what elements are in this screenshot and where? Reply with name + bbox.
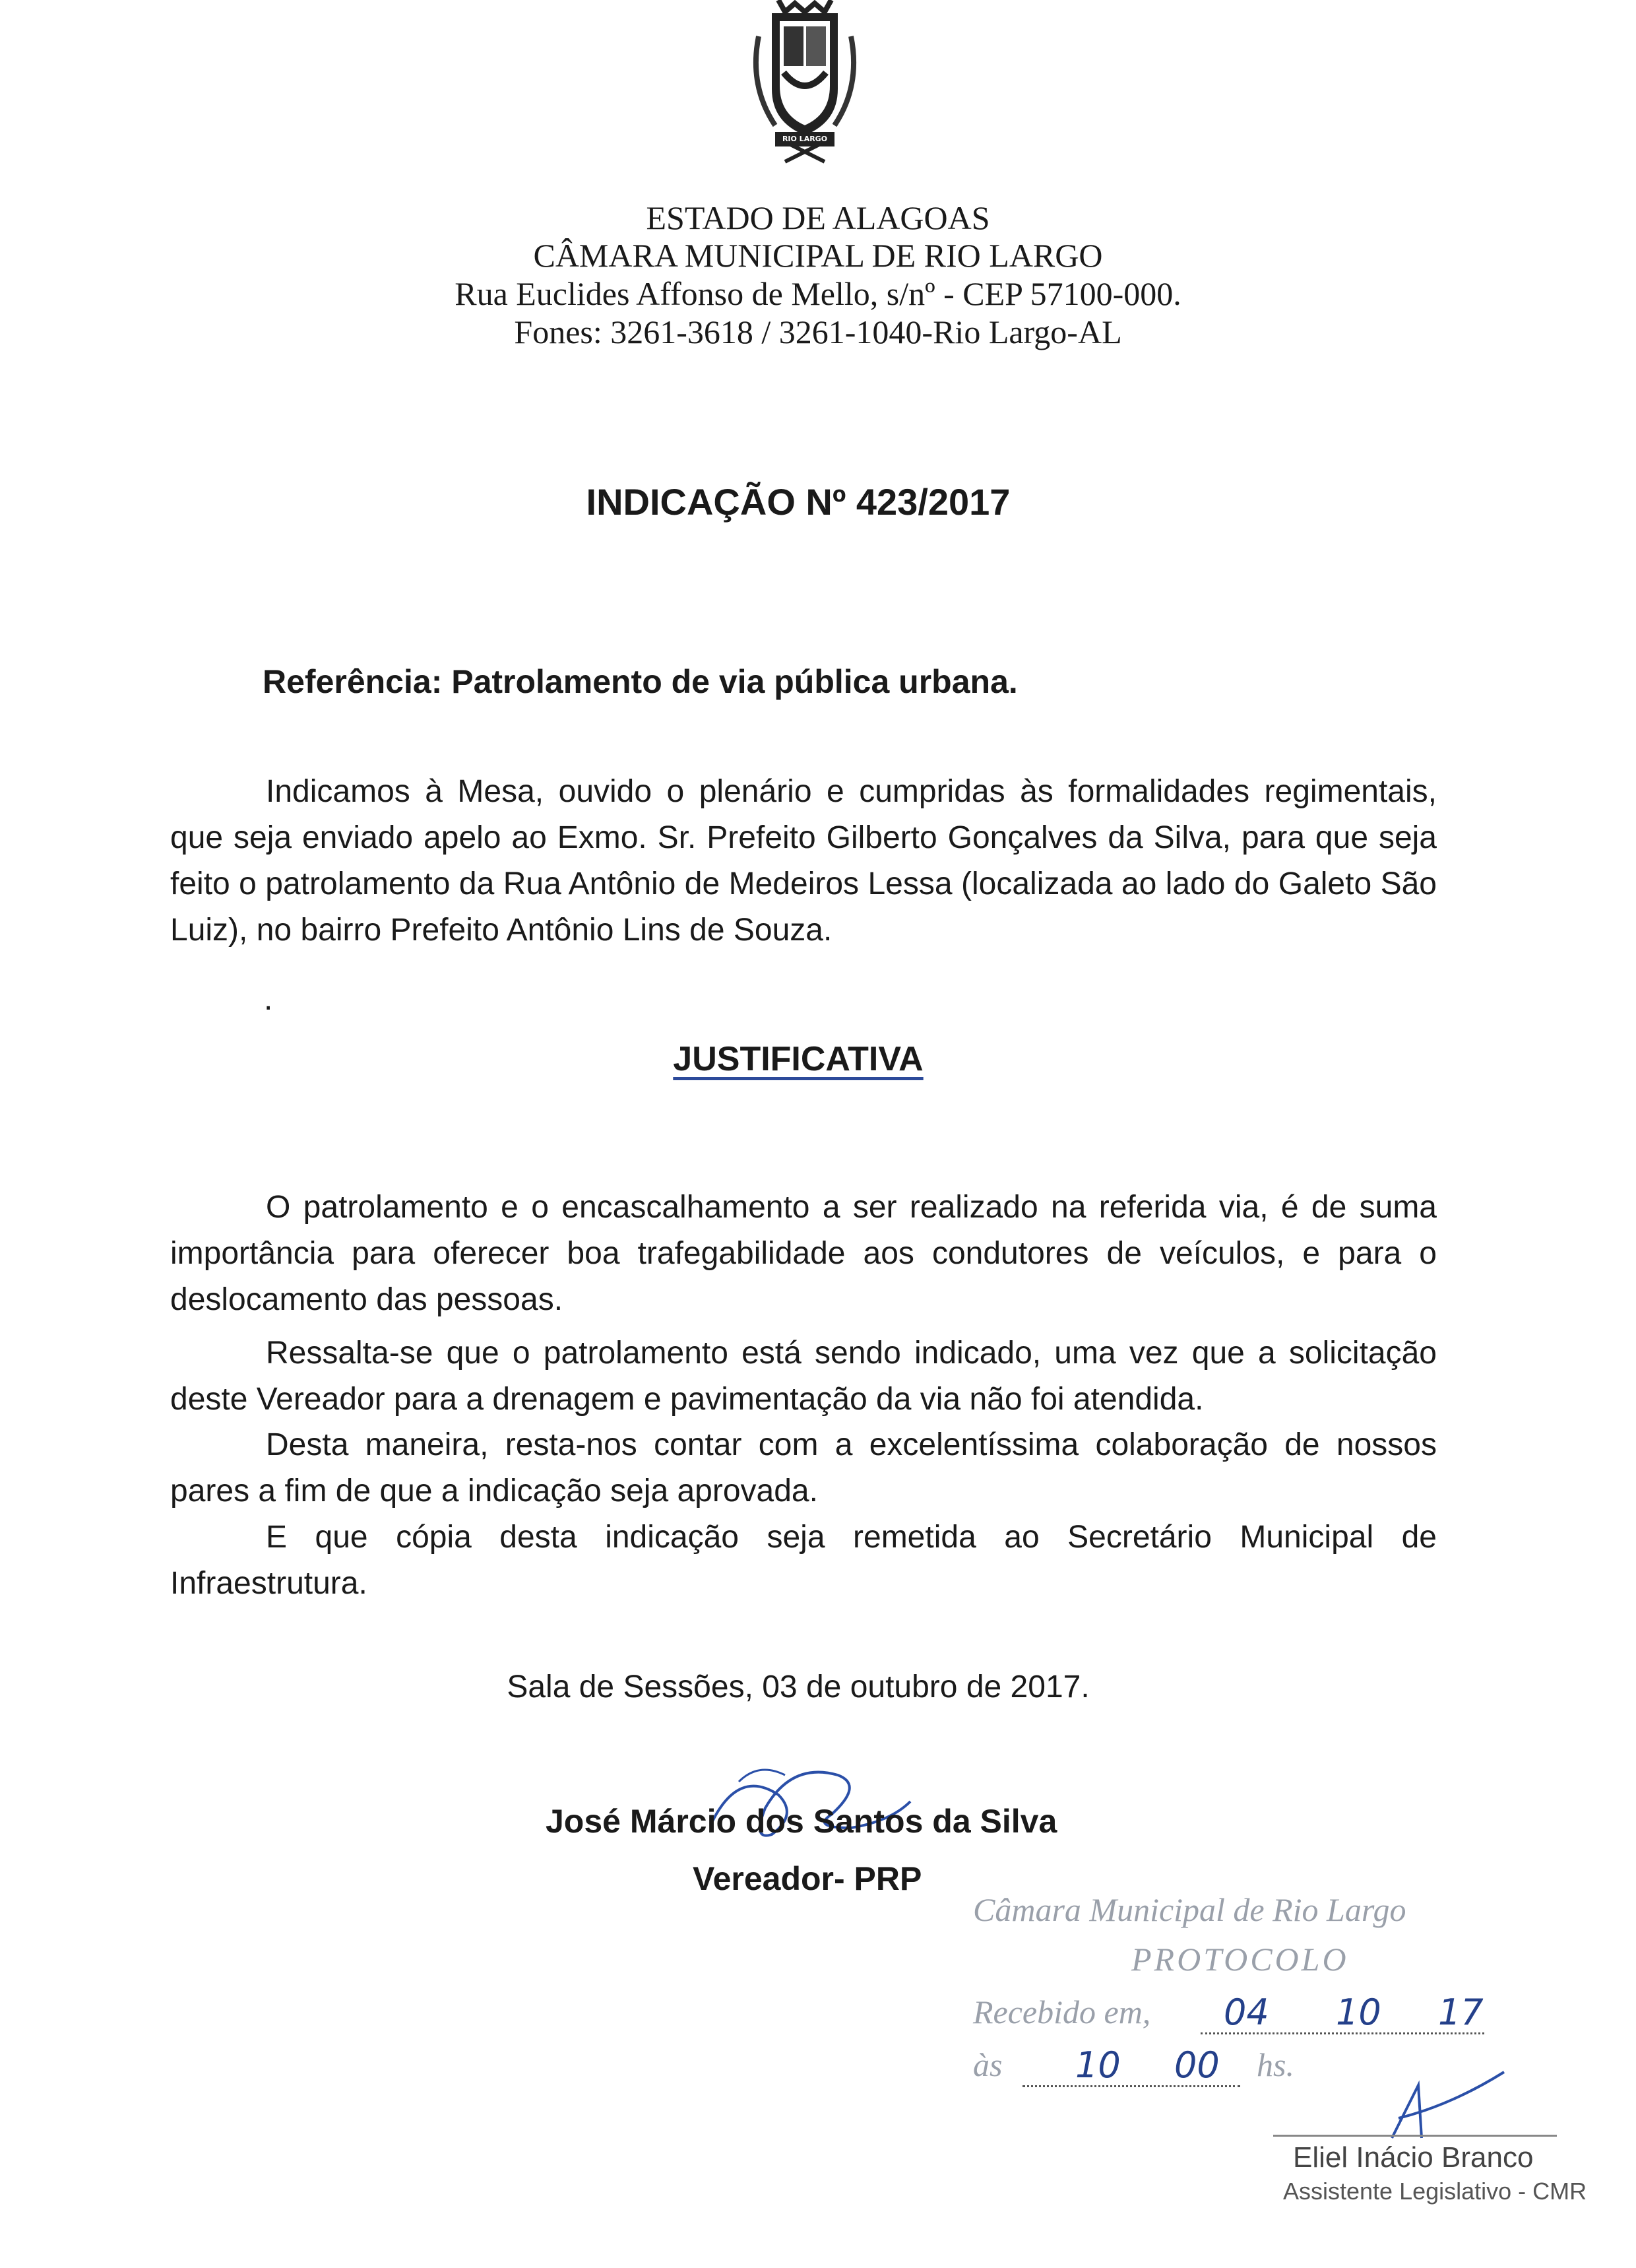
justification-paragraph: E que cópia desta indicação seja remetida ao Secretário Municipal de Infraestrutura. xyxy=(170,1520,1437,1601)
stamp-date-day: 04 xyxy=(1224,1992,1269,2033)
officer-role: Assistente Legislativo - CMR xyxy=(1283,2178,1587,2205)
stamp-received-label: Recebido em, xyxy=(973,1993,1151,2030)
stamp-time-suffix: hs. xyxy=(1257,2046,1294,2083)
document-title: INDICAÇÃO Nº 423/2017 xyxy=(586,481,1011,523)
signer-role: Vereador- PRP xyxy=(693,1860,922,1897)
stamp-date-underline xyxy=(1201,2032,1484,2034)
justification-paragraph: Ressalta-se que o patrolamento está sendo indicado, uma vez que a solicitação deste Vereador para a drenagem e pavimentação da via não foi atendida. xyxy=(170,1336,1437,1417)
justification-paragraph: Desta maneira, resta-nos contar com a excelentíssima colaboração de nossos pares a fim de que a indicação seja aprovada. xyxy=(170,1427,1437,1508)
stamp-time-underline xyxy=(1022,2085,1240,2087)
justification-paragraph: O patrolamento e o encascalhamento a ser realizado na referida via, é de suma importância para oferecer boa trafegabilidade aos condutores de veículos, e para o deslocamento das pessoas. xyxy=(170,1190,1437,1317)
header-address: Rua Euclides Affonso de Mello, s/nº - CEP 57100-000. xyxy=(455,275,1181,312)
intro-paragraph: Indicamos à Mesa, ouvido o plenário e cumpridas às formalidades regimentais, que seja enviado apelo ao Exmo. Sr. Prefeito Gilberto Gonçalves da Silva, para que seja feito o patrolamento da Rua Antônio de Medeiros Lessa (localizada ao lado do Galeto São Luiz), no bairro Prefeito Antônio Lins de Souza. xyxy=(170,774,1437,948)
header-chamber: CÂMARA MUNICIPAL DE RIO LARGO xyxy=(533,237,1103,274)
stray-mark: . xyxy=(264,982,273,1017)
stamp-protocol: PROTOCOLO xyxy=(1131,1941,1349,1978)
header-phones: Fones: 3261-3618 / 3261-1040-Rio Largo-AL xyxy=(514,313,1122,350)
stamp-date-month: 10 xyxy=(1336,1992,1381,2033)
reference-line: Referência: Patrolamento de via pública urbana. xyxy=(263,663,1018,700)
justification-heading: JUSTIFICATIVA xyxy=(673,1040,924,1078)
officer-signature xyxy=(1372,2059,1530,2151)
stamp-time-minute: 00 xyxy=(1174,2044,1220,2086)
closing-line: Sala de Sessões, 03 de outubro de 2017. xyxy=(507,1669,1090,1704)
stamp-date-year: 17 xyxy=(1438,1992,1484,2033)
stamp-time-hour: 10 xyxy=(1075,2044,1121,2086)
stamp-time-label: às xyxy=(973,2046,1003,2083)
officer-line xyxy=(1273,2135,1557,2137)
header-state: ESTADO DE ALAGOAS xyxy=(646,199,990,236)
crest-banner-text: RIO LARGO xyxy=(782,135,828,143)
stamp-chamber-name: Câmara Municipal de Rio Largo xyxy=(973,1891,1406,1928)
signer-name: José Márcio dos Santos da Silva xyxy=(546,1803,1057,1840)
officer-name: Eliel Inácio Branco xyxy=(1293,2141,1534,2174)
